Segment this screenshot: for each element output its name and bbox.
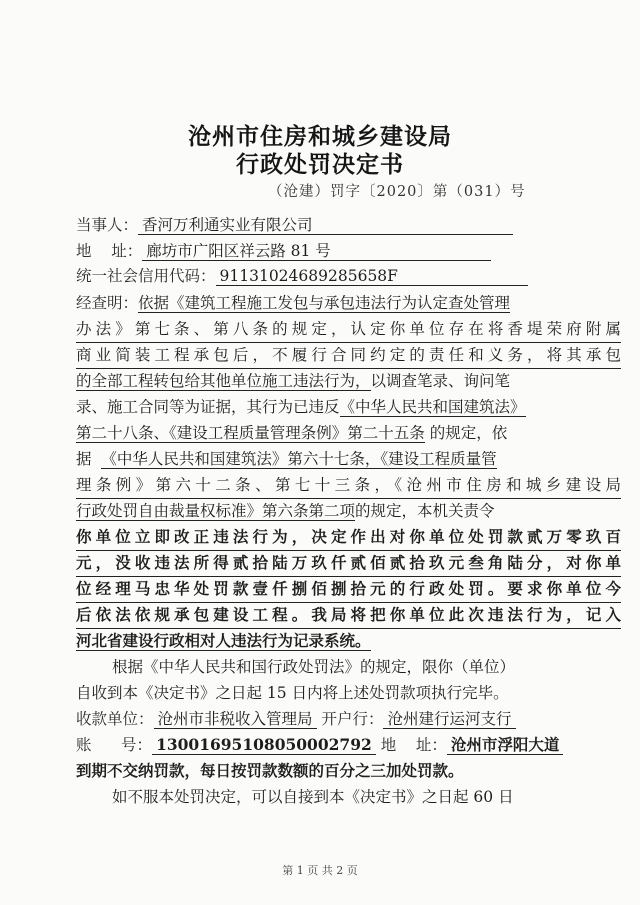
address-row <box>76 240 621 264</box>
facts-line-8: 理条例》第六十二条、第七十三条，《沧州市住房和城乡建设局 <box>76 474 621 499</box>
facts-line-10: 你单位立即改正违法行为，决定作出对你单位处罚款贰万零玖百 <box>76 526 621 551</box>
facts-line-14 <box>76 630 621 654</box>
facts-line-11: 元，没收违法所得贰拾陆万玖仟贰佰贰拾玖元叁角陆分，对你单 <box>76 552 621 577</box>
facts-text-7b: 《中华人民共和国建筑法》第六十七条，《建设工程质量管 <box>101 450 497 468</box>
facts-text-1: 依据《建筑工程施工发包与承包违法行为认定查处管理 <box>138 294 511 312</box>
facts-text-6b: 的规定，依 <box>424 424 508 442</box>
payment-line-2: 自收到本《决定书》之日起 15 日内将上述处罚款项执行完毕。 <box>76 684 509 702</box>
document-number: （沧建）罚字〔2020〕第（031）号 <box>268 184 526 200</box>
bank-value: 沧州建行运河支行 <box>383 710 515 729</box>
page-number: 第 1 页 共 2 页 <box>282 864 358 877</box>
facts-line-13: 后依法依规承包建设工程。我局将把你单位此次违法行为，记入 <box>76 604 621 629</box>
document-title: 行政处罚决定书 <box>236 151 404 178</box>
facts-line-3: 商业简装工程承包后，不履行合同约定的责任和义务，将其承包 <box>76 344 621 369</box>
facts-text-9a: 行政处罚自由裁量权标准》第六条第二项 <box>76 502 356 520</box>
facts-text-9b: 的规定，本机关责令 <box>355 502 495 520</box>
payee-address-value: 沧州市浮阳大道 <box>447 735 564 755</box>
facts-line-5 <box>76 396 621 420</box>
credit-code-row <box>76 265 621 289</box>
facts-text-7a: 据 <box>76 450 92 468</box>
facts-line-12: 位经理马忠华处罚款壹仟捌佰捌拾元的行政处罚。要求你单位今 <box>76 578 621 603</box>
appeal-line: 如不服本处罚决定，可以自接到本《决定书》之日起 60 日 <box>112 788 514 806</box>
account-value: 13001695108050002792 <box>152 735 376 755</box>
facts-line-9 <box>76 500 621 524</box>
party-name-label: 当事人： <box>76 216 139 234</box>
payment-line-1: 根据《中华人民共和国行政处罚法》的规定，限你（单位） <box>112 658 516 676</box>
address-label: 地 址： <box>76 242 143 260</box>
facts-line-6 <box>76 422 621 446</box>
facts-line-2: 办法》第七条、第八条的规定，认定你单位存在将香堤荣府附属 <box>76 318 621 343</box>
facts-line-4 <box>76 370 621 394</box>
facts-line-1 <box>76 292 621 316</box>
payee-address-label: 地 址： <box>380 736 447 754</box>
address-value: 廊坊市广阳区祥云路 81 号 <box>142 242 491 261</box>
facts-text-6a: 第二十八条、《建设工程质量管理条例》第二十五条 <box>76 424 425 442</box>
account-row <box>76 734 621 758</box>
facts-text-5a: 录、施工合同等为证据，其行为已违反 <box>76 398 340 416</box>
facts-text-5b: 《中华人民共和国建筑法》 <box>339 398 526 416</box>
facts-text-4b: 以调查笔录、询问笔 <box>370 372 511 390</box>
account-label: 账 号： <box>76 736 153 754</box>
facts-line-7 <box>76 448 621 472</box>
party-name-row <box>76 214 621 238</box>
credit-code-label: 统一社会信用代码： <box>76 267 216 285</box>
credit-code-value: 91131024689285658F <box>216 267 528 286</box>
facts-text-14: 河北省建设行政相对人违法行为记录系统。 <box>76 631 371 650</box>
issuer-title: 沧州市住房和城乡建设局 <box>188 123 452 150</box>
party-name-value: 香河万利通实业有限公司 <box>138 216 513 235</box>
payee-label: 收款单位： <box>76 710 154 728</box>
payee-value: 沧州市非税收入管理局 <box>154 710 317 729</box>
bank-label: 开户行： <box>321 710 384 728</box>
late-fee-line: 到期不交纳罚款，每日按罚款数额的百分之三加处罚款。 <box>76 761 464 780</box>
payee-row <box>76 708 621 732</box>
facts-text-4a: 的全部工程转包给其他单位施工违法行为， <box>76 372 371 390</box>
facts-label: 经查明： <box>76 294 139 312</box>
